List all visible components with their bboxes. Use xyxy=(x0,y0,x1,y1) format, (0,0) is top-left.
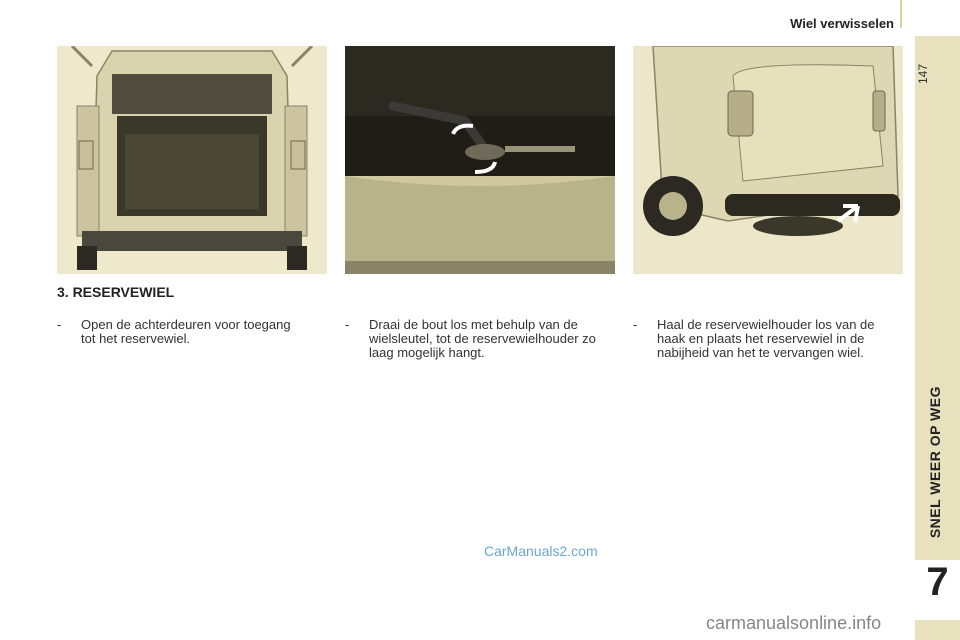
chapter-title: SNEL WEER OP WEG xyxy=(927,386,943,539)
chapter-number: 7 xyxy=(926,560,949,604)
step-text: Open de achterdeuren voor toegang tot het reservewiel. xyxy=(81,317,291,346)
step-bullet: - xyxy=(345,317,350,332)
step-1 xyxy=(57,318,307,346)
step-2 xyxy=(345,318,605,360)
page-header-title: Wiel verwisselen xyxy=(790,16,894,31)
illustration-open-rear-doors xyxy=(57,46,327,274)
step-bullet: - xyxy=(633,317,638,332)
illustration-spare-wheel-hook xyxy=(633,46,903,274)
header-divider xyxy=(900,0,902,28)
illustration-wheel-wrench xyxy=(345,46,615,274)
step-text: Draai de bout los met behulp van de wielsleutel, tot de reservewielhouder zo laag mogelijk hangt. xyxy=(369,317,596,360)
watermark-carmanuals2[interactable]: CarManuals2.com xyxy=(484,543,598,559)
chapter-side-label xyxy=(920,370,950,555)
watermark-carmanualsonline: carmanualsonline.info xyxy=(706,613,882,633)
step-text: Haal de reservewielhouder los van de haak en plaats het reservewiel in de nabijheid van het te vervangen wiel. xyxy=(657,317,875,360)
page-number: 147 xyxy=(916,64,930,85)
step-3 xyxy=(633,318,898,360)
step-bullet: - xyxy=(57,317,62,332)
section-heading: 3. RESERVEWIEL xyxy=(57,284,175,300)
